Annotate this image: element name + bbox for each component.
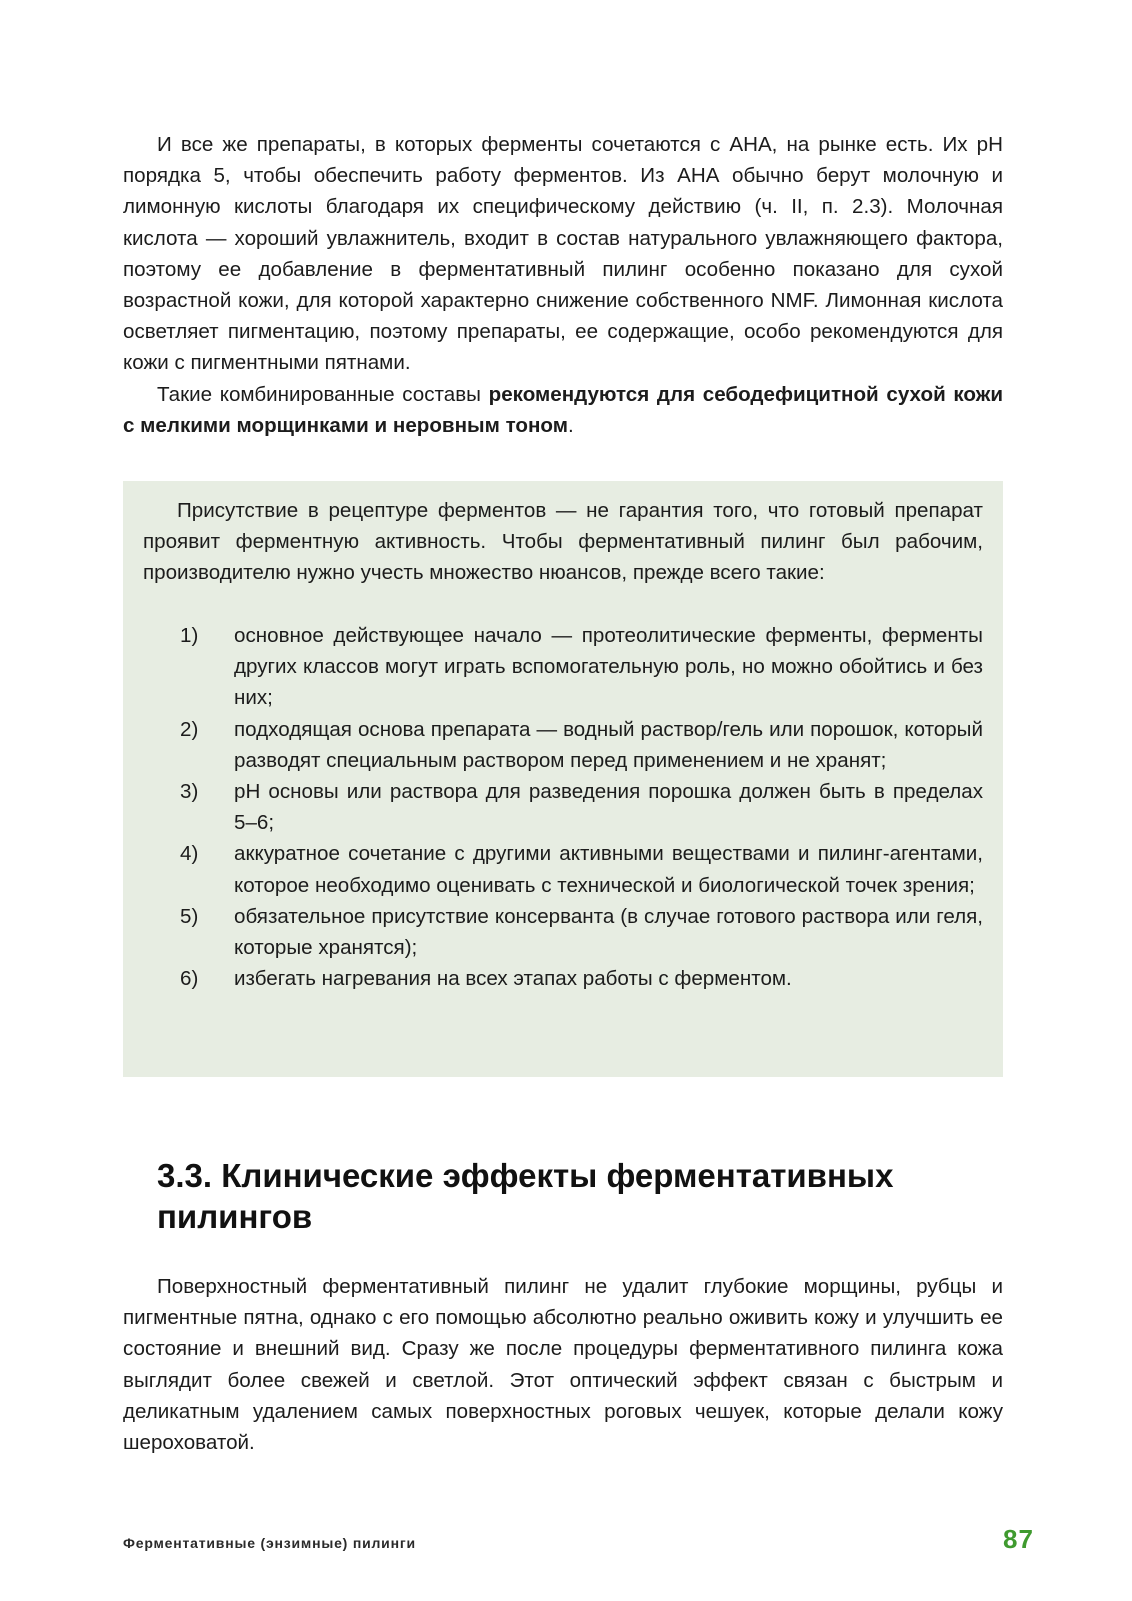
list-item-text: избегать нагревания на всех этапах работы с ферментом. (234, 967, 792, 991)
paragraph-text-end: . (567, 414, 574, 438)
note-lead-text: Присутствие в рецептуре ферментов — не гарантия того, что готовый препарат проявит ферментную активность. Чтобы ферментативный пилинг был рабочим, производителю нужно учесть множество нюансов, прежде всего такие: (143, 499, 983, 585)
paragraph-text: Поверхностный ферментативный пилинг не удалит глубокие морщины, рубцы и пигментные пятна, однако с его помощью абсолютно реально оживить кожу и улучшить ее состояние и внешний вид. Сразу же после процедуры ферментативного пилинга кожа выглядит более свежей и светлой. Этот оптический эффект связан с быстрым и деликатным удалением самых поверхностных роговых чешуек, которые делали кожу шероховатой. (123, 1275, 1003, 1455)
list-item (143, 838, 983, 900)
list-item-number: 3) (180, 780, 199, 804)
list-item-number: 6) (180, 967, 199, 991)
section-heading: 3.3. Клинические эффекты ферментативных пилингов (157, 1157, 894, 1235)
running-footer-title: Ферментативные (энзимные) пилинги (123, 1535, 416, 1551)
paragraph-text: Такие комбинированные составы (157, 383, 489, 406)
list-item (143, 776, 983, 838)
list-item-text: основное действующее начало — протеолитические ферменты, ферменты других классов могут играть вспомогательную роль, но можно обойтись и без них; (234, 624, 983, 710)
list-item-text: подходящая основа препарата — водный раствор/гель или порошок, который разводят специальным раствором перед применением и не хранят; (234, 717, 983, 772)
list-item-number: 4) (180, 842, 199, 866)
recommendation-bold-text: рекомендуются для себодефицитной сухой кожи с мелкими морщинками и неровным тоном (123, 383, 1003, 438)
list-item-text: аккуратное сочетание с другими активными веществами и пилинг-агентами, которое необходимо оценивать с технической и биологической точек зрения; (234, 842, 983, 897)
page-number: 87 (1003, 1524, 1034, 1554)
list-item-number: 2) (180, 717, 199, 741)
paragraph-text: И все же препараты, в которых ферменты сочетаются с АНА, на рынке есть. Их pH порядка 5, чтобы обеспечить работу ферментов. Из АНА обычно берут молочную и лимонную кислоты благодаря их специфическому действию (ч. II, п. 2.3). Молочная кислота — хороший увлажнитель, входит в состав натурального увлажняющего фактора, поэтому ее добавление в ферментативный пилинг особенно показано для сухой возрастной кожи, для которой характерно снижение собственного NMF. Лимонная кислота осветляет пигментацию, поэтому препараты, ее содержащие, особо рекомендуются для кожи с пигментными пятнами. (123, 133, 1003, 375)
note-lead-paragraph (143, 495, 983, 589)
list-item-text: обязательное присутствие консерванта (в случае готового раствора или геля, которые хранятся); (234, 904, 983, 960)
list-item-number: 5) (180, 904, 199, 928)
list-item (143, 963, 983, 994)
list-item-text: pH основы или раствора для разведения порошка должен быть в пределах 5–6; (234, 780, 983, 835)
body-paragraph-clinical-effects (123, 1271, 1003, 1458)
note-box (123, 481, 1003, 1077)
body-paragraph-aha (123, 129, 1003, 379)
list-item (143, 620, 983, 714)
body-paragraph-recommendation (123, 379, 1003, 441)
requirements-list (143, 620, 983, 994)
list-item (143, 714, 983, 776)
list-item-number: 1) (180, 624, 199, 647)
list-item (143, 901, 983, 963)
